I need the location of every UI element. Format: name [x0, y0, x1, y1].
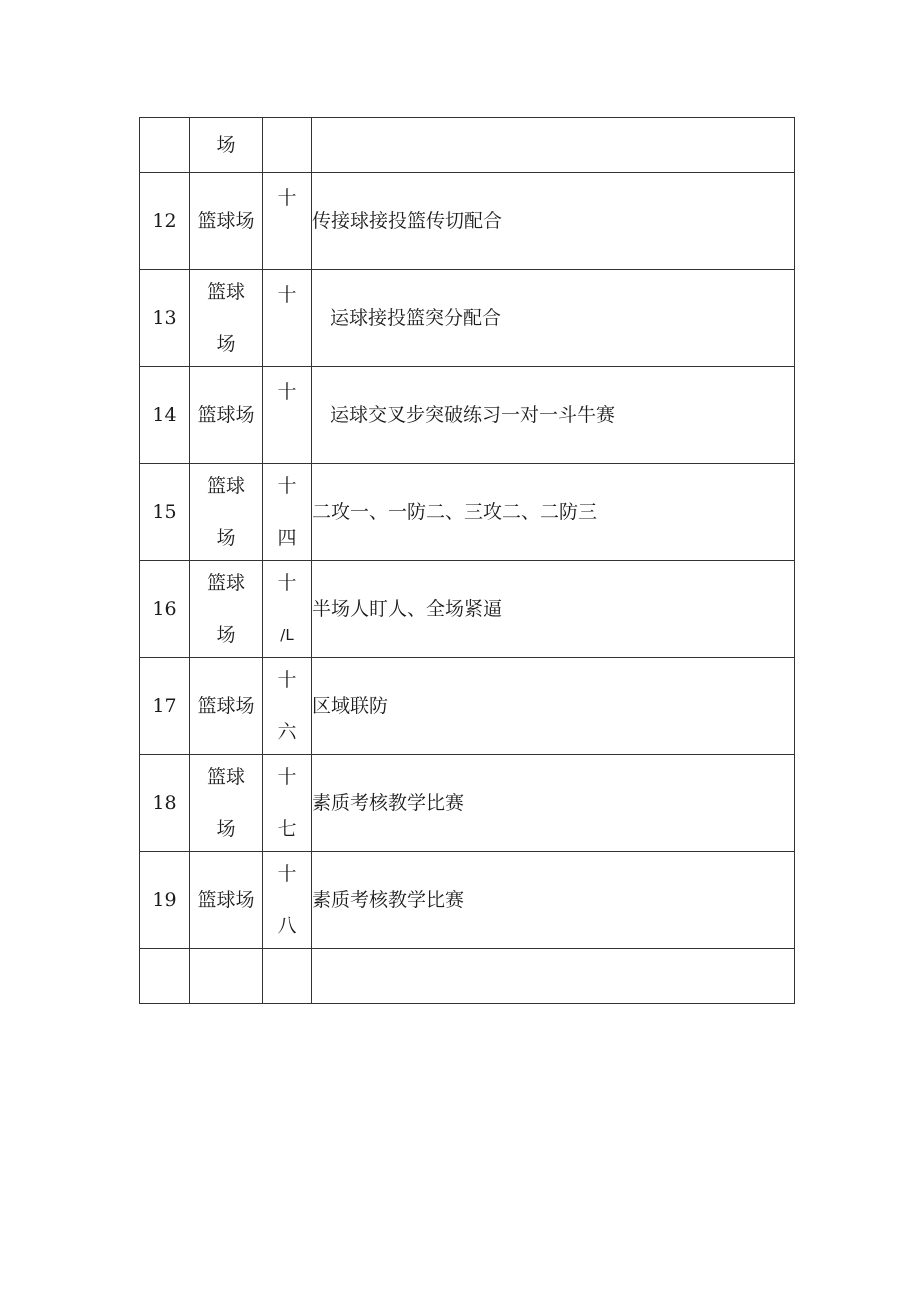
table-row [140, 118, 795, 173]
content-cell: 素质考核教学比赛 [312, 755, 795, 852]
venue-text-line1: 篮球 [206, 766, 245, 788]
content-cell: 运球交叉步突破练习一对一斗牛赛 [312, 367, 795, 464]
lesson-number-cell: 15 [140, 464, 190, 561]
week-text-line1: 十 [277, 863, 297, 885]
week-cell [263, 118, 312, 173]
week-text-line2: 四 [277, 527, 297, 549]
week-text: 十 [277, 381, 297, 403]
lesson-number-cell: 19 [140, 852, 190, 949]
venue-text-line1: 篮球 [206, 475, 245, 497]
week-cell [263, 367, 312, 464]
venue-text-line2: 场 [216, 624, 236, 646]
lesson-number-cell [140, 118, 190, 173]
week-cell [263, 658, 312, 755]
lesson-number-cell: 17 [140, 658, 190, 755]
venue-text-line1: 篮球 [206, 572, 245, 594]
venue-cell [190, 464, 263, 561]
week-text-line2: 七 [277, 818, 297, 840]
week-text-line2: /L [280, 626, 294, 644]
table-row [140, 658, 795, 755]
week-text-line1: 十 [277, 572, 297, 594]
venue-text: 篮球场 [197, 695, 255, 717]
table-row [140, 367, 795, 464]
week-text-line1: 十 [277, 766, 297, 788]
lesson-number-cell: 12 [140, 173, 190, 270]
table-row [140, 852, 795, 949]
venue-cell [190, 270, 263, 367]
lesson-number-cell: 16 [140, 561, 190, 658]
week-text-line1: 十 [277, 669, 297, 691]
venue-cell [190, 173, 263, 270]
content-cell: 二攻一、一防二、三攻二、二防三 [312, 464, 795, 561]
venue-cell [190, 852, 263, 949]
schedule-table [139, 117, 795, 1004]
venue-text: 篮球场 [197, 889, 255, 911]
content-cell [312, 949, 795, 1004]
content-cell [312, 118, 795, 173]
venue-cell [190, 367, 263, 464]
week-cell [263, 852, 312, 949]
table-row [140, 755, 795, 852]
content-cell: 素质考核教学比赛 [312, 852, 795, 949]
table-row [140, 464, 795, 561]
week-text-line2: 六 [277, 721, 297, 743]
content-cell: 区域联防 [312, 658, 795, 755]
venue-cell [190, 755, 263, 852]
week-text: 十 [277, 284, 297, 306]
week-cell [263, 561, 312, 658]
week-text-line2: 八 [277, 915, 297, 937]
content-cell: 半场人盯人、全场紧逼 [312, 561, 795, 658]
venue-text-line2: 场 [216, 333, 236, 355]
venue-text: 篮球场 [197, 210, 255, 232]
week-cell [263, 464, 312, 561]
table-row [140, 270, 795, 367]
week-cell [263, 949, 312, 1004]
venue-text-line2: 场 [216, 818, 236, 840]
lesson-number-cell [140, 949, 190, 1004]
lesson-number-cell: 14 [140, 367, 190, 464]
venue-text-line2: 场 [216, 527, 236, 549]
venue-cell [190, 118, 263, 173]
lesson-number-cell: 13 [140, 270, 190, 367]
table-row [140, 173, 795, 270]
venue-text-line1: 篮球 [206, 281, 245, 303]
week-cell [263, 173, 312, 270]
table-row [140, 949, 795, 1004]
content-cell: 传接球接投篮传切配合 [312, 173, 795, 270]
week-text-line1: 十 [277, 475, 297, 497]
venue-cell [190, 561, 263, 658]
content-cell: 运球接投篮突分配合 [312, 270, 795, 367]
venue-text: 篮球场 [197, 404, 255, 426]
venue-cell [190, 658, 263, 755]
venue-cell [190, 949, 263, 1004]
table-row [140, 561, 795, 658]
week-cell [263, 755, 312, 852]
week-text: 十 [277, 187, 297, 209]
week-cell [263, 270, 312, 367]
venue-text: 场 [216, 134, 236, 156]
lesson-number-cell: 18 [140, 755, 190, 852]
